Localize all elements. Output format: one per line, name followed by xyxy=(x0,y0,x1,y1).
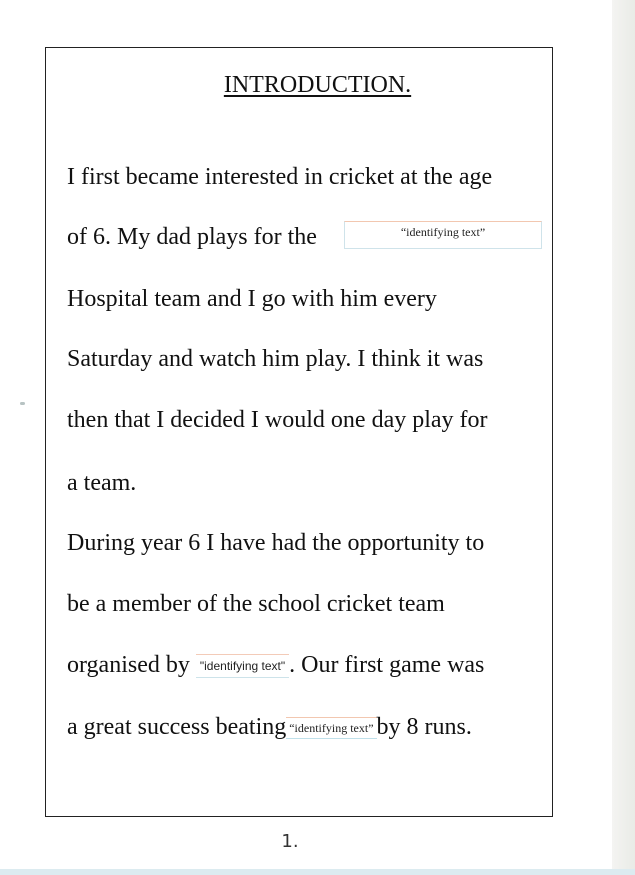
text-line-5: then that I decided I would one day play for xyxy=(67,407,488,433)
text-line-6: a team. xyxy=(67,470,137,496)
title-text: INTRODUCTION. xyxy=(223,72,412,98)
text-line-9-end: . Our first game was xyxy=(289,652,485,678)
text-line-8: be a member of the school cricket team xyxy=(67,591,445,617)
text-line-3: Hospital team and I go with him every xyxy=(67,286,437,312)
text-line-7: During year 6 I have had the opportunity to xyxy=(67,530,485,556)
page-title xyxy=(0,68,635,102)
scan-speck xyxy=(20,402,25,405)
redacted-text-box: “identifying text” xyxy=(286,717,376,739)
text-line-10 xyxy=(67,710,472,744)
redacted-text-box: "identifying text" xyxy=(196,654,289,678)
page-bottom-edge xyxy=(0,869,635,875)
text-line-9-start: organised by xyxy=(67,652,190,678)
page-right-edge xyxy=(612,0,635,875)
text-line-1: I first became interested in cricket at the age xyxy=(67,164,493,190)
text-line-10-end: by 8 runs. xyxy=(376,714,472,740)
redacted-text-box: “identifying text” xyxy=(344,221,542,249)
text-line-4: Saturday and watch him play. I think it was xyxy=(67,346,484,372)
text-line-2-start: of 6. My dad plays for the xyxy=(67,224,317,250)
text-line-2 xyxy=(67,220,317,254)
text-line-9 xyxy=(67,648,484,682)
page-number: 1. xyxy=(281,831,299,852)
text-line-10-start: a great success beating xyxy=(67,714,287,740)
